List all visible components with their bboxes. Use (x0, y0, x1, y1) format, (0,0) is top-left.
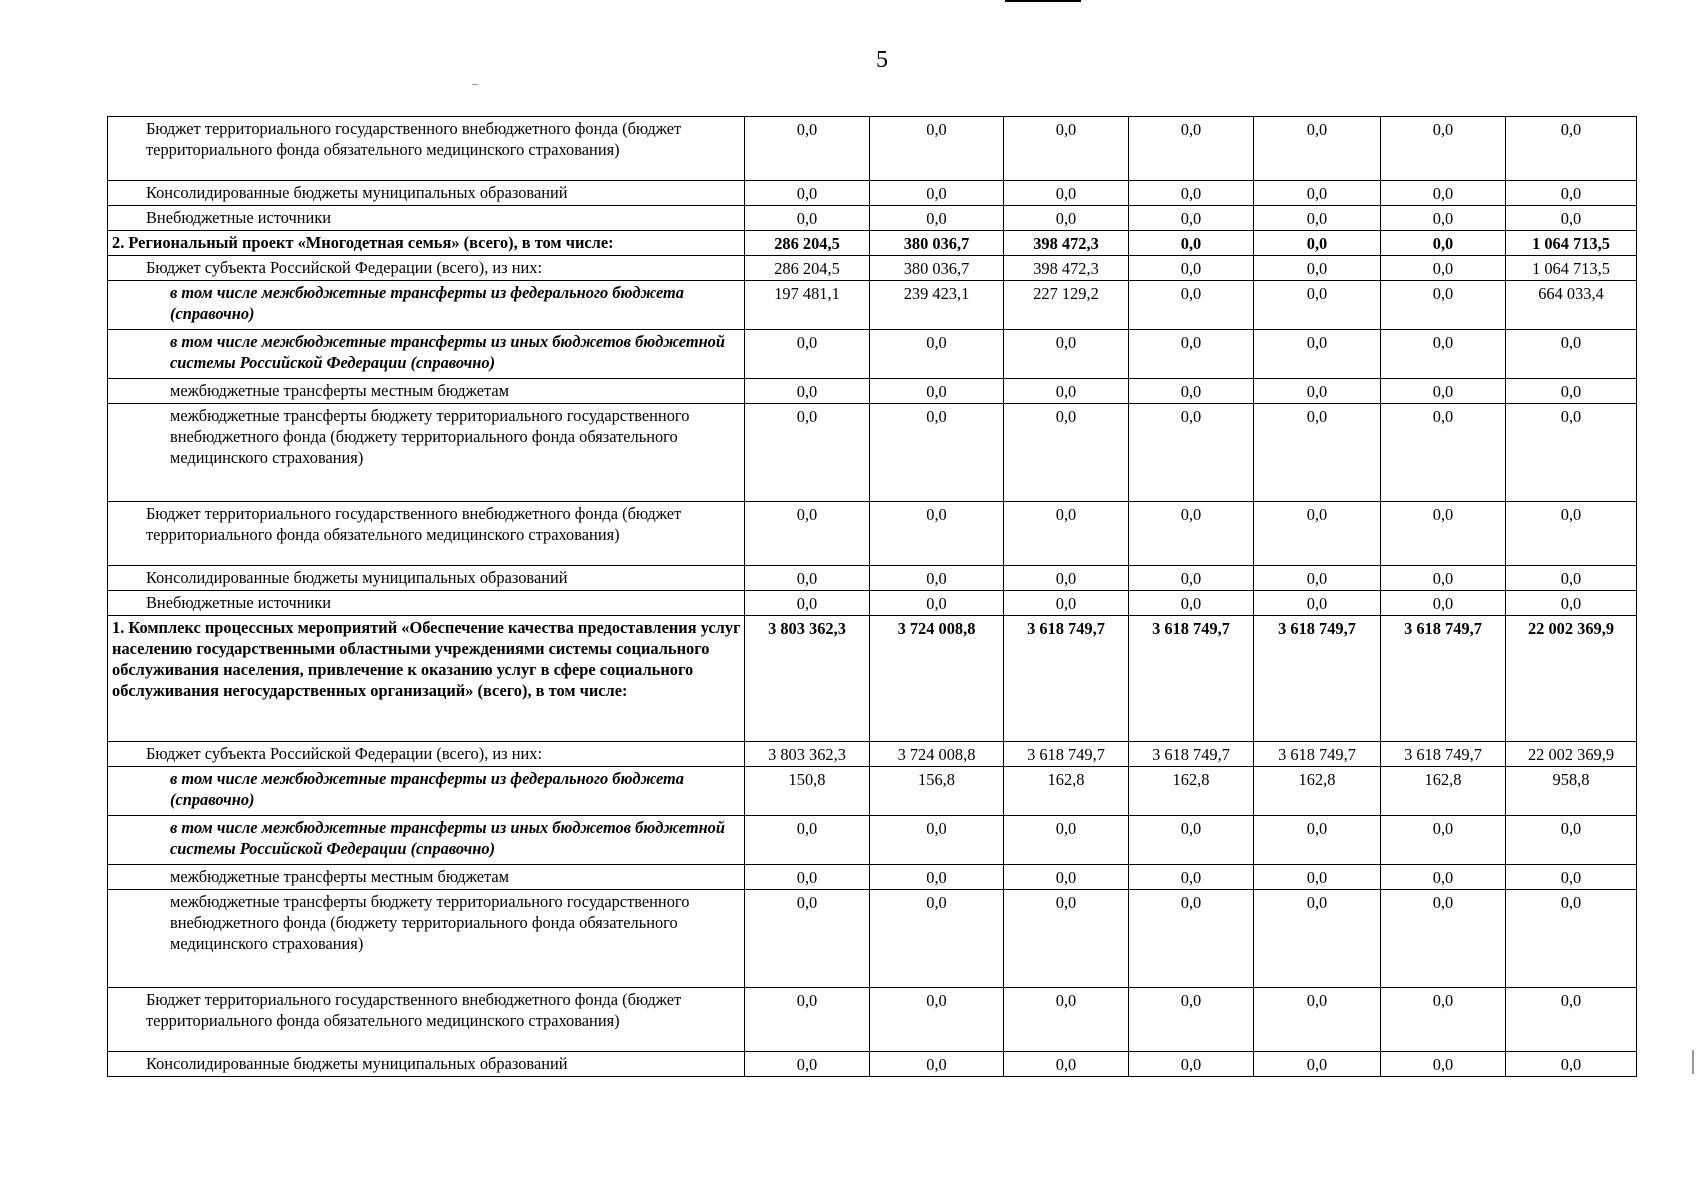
table-row (108, 890, 1637, 988)
value-cell: 0,0 (1381, 865, 1506, 890)
budget-table-body (108, 117, 1637, 1077)
value-cell: 0,0 (1381, 816, 1506, 865)
value-cell: 0,0 (1506, 404, 1637, 502)
value-cell: 0,0 (1506, 816, 1637, 865)
value-cell: 0,0 (745, 988, 870, 1052)
value-cell: 3 618 749,7 (1254, 616, 1381, 742)
value-cell: 0,0 (1004, 890, 1129, 988)
table-row (108, 1052, 1637, 1077)
value-cell: 0,0 (745, 117, 870, 181)
row-label: в том числе межбюджетные трансферты из федерального бюджета (справочно) (108, 281, 745, 330)
value-cell: 0,0 (745, 206, 870, 231)
row-label: в том числе межбюджетные трансферты из федерального бюджета (справочно) (108, 767, 745, 816)
table-row (108, 379, 1637, 404)
value-cell: 0,0 (745, 865, 870, 890)
value-cell: 0,0 (1129, 330, 1254, 379)
value-cell: 0,0 (1254, 117, 1381, 181)
row-label: Бюджет территориального государственного внебюджетного фонда (бюджет территориального фонда обязательного медицинского страхования) (108, 988, 745, 1052)
value-cell: 0,0 (1381, 206, 1506, 231)
value-cell: 0,0 (1381, 330, 1506, 379)
value-cell: 0,0 (870, 1052, 1004, 1077)
value-cell: 0,0 (1381, 117, 1506, 181)
value-cell: 0,0 (1129, 181, 1254, 206)
value-cell: 239 423,1 (870, 281, 1004, 330)
value-cell: 0,0 (870, 206, 1004, 231)
table-row (108, 566, 1637, 591)
value-cell: 0,0 (1381, 379, 1506, 404)
value-cell: 3 618 749,7 (1129, 616, 1254, 742)
value-cell: 0,0 (1506, 988, 1637, 1052)
table-row (108, 742, 1637, 767)
value-cell: 398 472,3 (1004, 256, 1129, 281)
value-cell: 0,0 (745, 1052, 870, 1077)
value-cell: 3 724 008,8 (870, 616, 1004, 742)
value-cell: 0,0 (1129, 206, 1254, 231)
value-cell: 3 803 362,3 (745, 616, 870, 742)
value-cell: 0,0 (1381, 256, 1506, 281)
table-row (108, 281, 1637, 330)
row-label: Внебюджетные источники (108, 206, 745, 231)
value-cell: 0,0 (1254, 1052, 1381, 1077)
value-cell: 0,0 (1129, 404, 1254, 502)
value-cell: 22 002 369,9 (1506, 742, 1637, 767)
value-cell: 0,0 (1254, 988, 1381, 1052)
value-cell: 0,0 (1254, 404, 1381, 502)
value-cell: 0,0 (1129, 1052, 1254, 1077)
value-cell: 162,8 (1381, 767, 1506, 816)
row-label: Бюджет субъекта Российской Федерации (всего), из них: (108, 256, 745, 281)
value-cell: 0,0 (1506, 591, 1637, 616)
value-cell: 0,0 (745, 181, 870, 206)
value-cell: 0,0 (1004, 816, 1129, 865)
value-cell: 0,0 (870, 591, 1004, 616)
table-row (108, 256, 1637, 281)
value-cell: 0,0 (1004, 988, 1129, 1052)
value-cell: 3 618 749,7 (1254, 742, 1381, 767)
value-cell: 0,0 (1004, 206, 1129, 231)
value-cell: 0,0 (1506, 206, 1637, 231)
value-cell: 0,0 (1506, 865, 1637, 890)
value-cell: 286 204,5 (745, 256, 870, 281)
value-cell: 0,0 (1129, 988, 1254, 1052)
value-cell: 0,0 (1129, 256, 1254, 281)
value-cell: 0,0 (1254, 231, 1381, 256)
row-label: Консолидированные бюджеты муниципальных образований (108, 566, 745, 591)
table-row (108, 988, 1637, 1052)
row-label: Бюджет субъекта Российской Федерации (всего), из них: (108, 742, 745, 767)
table-row (108, 330, 1637, 379)
value-cell: 3 803 362,3 (745, 742, 870, 767)
value-cell: 0,0 (1004, 181, 1129, 206)
value-cell: 0,0 (1254, 379, 1381, 404)
value-cell: 0,0 (870, 330, 1004, 379)
value-cell: 0,0 (745, 379, 870, 404)
value-cell: 150,8 (745, 767, 870, 816)
value-cell: 0,0 (1381, 890, 1506, 988)
value-cell: 0,0 (1506, 181, 1637, 206)
value-cell: 1 064 713,5 (1506, 231, 1637, 256)
row-label: Консолидированные бюджеты муниципальных образований (108, 181, 745, 206)
value-cell: 0,0 (1004, 591, 1129, 616)
value-cell: 380 036,7 (870, 231, 1004, 256)
value-cell: 0,0 (1129, 117, 1254, 181)
value-cell: 0,0 (1129, 890, 1254, 988)
table-row (108, 865, 1637, 890)
row-label: Внебюджетные источники (108, 591, 745, 616)
value-cell: 0,0 (745, 566, 870, 591)
row-label: в том числе межбюджетные трансферты из иных бюджетов бюджетной системы Российской Федерации (справочно) (108, 816, 745, 865)
value-cell: 3 618 749,7 (1381, 616, 1506, 742)
row-label: 1. Комплекс процессных мероприятий «Обеспечение качества предоставления услуг населению государственными областными учреждениями системы социального обслуживания населения, привлечение к оказанию услуг в сфере социального обслуживания негосударственных организаций» (всего), в том числе: (108, 616, 745, 742)
value-cell: 0,0 (1254, 502, 1381, 566)
value-cell: 0,0 (1254, 865, 1381, 890)
value-cell: 3 618 749,7 (1129, 742, 1254, 767)
value-cell: 0,0 (1254, 256, 1381, 281)
table-row (108, 502, 1637, 566)
value-cell: 0,0 (870, 502, 1004, 566)
row-label: Бюджет территориального государственного внебюджетного фонда (бюджет территориального фонда обязательного медицинского страхования) (108, 502, 745, 566)
value-cell: 0,0 (1129, 816, 1254, 865)
value-cell: 0,0 (1254, 566, 1381, 591)
table-row (108, 206, 1637, 231)
value-cell: 0,0 (1254, 281, 1381, 330)
row-label: межбюджетные трансферты бюджету территориального государственного внебюджетного фонда (бюджету территориального фонда обязательного медицинского страхования) (108, 404, 745, 502)
value-cell: 0,0 (1004, 865, 1129, 890)
value-cell: 958,8 (1506, 767, 1637, 816)
value-cell: 0,0 (745, 591, 870, 616)
row-label: 2. Региональный проект «Многодетная семья» (всего), в том числе: (108, 231, 745, 256)
value-cell: 0,0 (1129, 865, 1254, 890)
value-cell: 0,0 (1506, 890, 1637, 988)
value-cell: 0,0 (1129, 502, 1254, 566)
value-cell: 0,0 (1004, 330, 1129, 379)
value-cell: 0,0 (1254, 181, 1381, 206)
value-cell: 227 129,2 (1004, 281, 1129, 330)
row-label: в том числе межбюджетные трансферты из иных бюджетов бюджетной системы Российской Федерации (справочно) (108, 330, 745, 379)
value-cell: 0,0 (745, 502, 870, 566)
table-row (108, 616, 1637, 742)
value-cell: 0,0 (1254, 330, 1381, 379)
table-row (108, 117, 1637, 181)
value-cell: 0,0 (745, 330, 870, 379)
value-cell: 0,0 (870, 117, 1004, 181)
value-cell: 0,0 (1129, 566, 1254, 591)
value-cell: 0,0 (1381, 281, 1506, 330)
value-cell: 0,0 (1506, 117, 1637, 181)
budget-table (107, 116, 1637, 1077)
table-row (108, 591, 1637, 616)
value-cell: 0,0 (870, 816, 1004, 865)
value-cell: 0,0 (745, 404, 870, 502)
value-cell: 286 204,5 (745, 231, 870, 256)
value-cell: 0,0 (1129, 281, 1254, 330)
value-cell: 0,0 (1381, 502, 1506, 566)
table-row (108, 404, 1637, 502)
table-row (108, 181, 1637, 206)
row-label: Бюджет территориального государственного внебюджетного фонда (бюджет территориального фонда обязательного медицинского страхования) (108, 117, 745, 181)
value-cell: 398 472,3 (1004, 231, 1129, 256)
value-cell: 0,0 (1381, 404, 1506, 502)
value-cell: 0,0 (1254, 591, 1381, 616)
value-cell: 0,0 (1506, 1052, 1637, 1077)
row-label: межбюджетные трансферты местным бюджетам (108, 865, 745, 890)
value-cell: 0,0 (870, 566, 1004, 591)
value-cell: 0,0 (745, 890, 870, 988)
value-cell: 380 036,7 (870, 256, 1004, 281)
value-cell: 0,0 (870, 890, 1004, 988)
value-cell: 0,0 (1506, 502, 1637, 566)
value-cell: 0,0 (1381, 1052, 1506, 1077)
value-cell: 0,0 (1381, 988, 1506, 1052)
value-cell: 0,0 (1254, 206, 1381, 231)
value-cell: 156,8 (870, 767, 1004, 816)
value-cell: 3 618 749,7 (1004, 742, 1129, 767)
value-cell: 0,0 (1004, 502, 1129, 566)
value-cell: 0,0 (1004, 117, 1129, 181)
table-row (108, 816, 1637, 865)
value-cell: 0,0 (1381, 566, 1506, 591)
value-cell: 0,0 (1004, 566, 1129, 591)
table-row (108, 231, 1637, 256)
value-cell: 0,0 (1506, 330, 1637, 379)
value-cell: 0,0 (1004, 1052, 1129, 1077)
top-edge-mark (1005, 0, 1081, 2)
value-cell: 3 618 749,7 (1004, 616, 1129, 742)
value-cell: 1 064 713,5 (1506, 256, 1637, 281)
value-cell: 0,0 (870, 988, 1004, 1052)
value-cell: 0,0 (745, 816, 870, 865)
value-cell: 0,0 (1381, 231, 1506, 256)
value-cell: 0,0 (1254, 890, 1381, 988)
value-cell: 0,0 (1381, 181, 1506, 206)
row-label: межбюджетные трансферты местным бюджетам (108, 379, 745, 404)
value-cell: 0,0 (1506, 566, 1637, 591)
value-cell: 3 618 749,7 (1381, 742, 1506, 767)
value-cell: 162,8 (1254, 767, 1381, 816)
value-cell: 162,8 (1129, 767, 1254, 816)
scan-speck (1692, 1050, 1694, 1074)
value-cell: 0,0 (1381, 591, 1506, 616)
value-cell: 0,0 (870, 865, 1004, 890)
scan-speck (472, 84, 478, 85)
value-cell: 197 481,1 (745, 281, 870, 330)
value-cell: 22 002 369,9 (1506, 616, 1637, 742)
value-cell: 0,0 (870, 181, 1004, 206)
value-cell: 0,0 (1129, 379, 1254, 404)
value-cell: 0,0 (1129, 591, 1254, 616)
value-cell: 0,0 (1129, 231, 1254, 256)
table-row (108, 767, 1637, 816)
value-cell: 162,8 (1004, 767, 1129, 816)
value-cell: 0,0 (870, 379, 1004, 404)
value-cell: 0,0 (1506, 379, 1637, 404)
value-cell: 3 724 008,8 (870, 742, 1004, 767)
value-cell: 0,0 (1004, 404, 1129, 502)
page-number: 5 (876, 47, 888, 73)
value-cell: 0,0 (1254, 816, 1381, 865)
value-cell: 0,0 (870, 404, 1004, 502)
value-cell: 0,0 (1004, 379, 1129, 404)
value-cell: 664 033,4 (1506, 281, 1637, 330)
row-label: межбюджетные трансферты бюджету территориального государственного внебюджетного фонда (бюджету территориального фонда обязательного медицинского страхования) (108, 890, 745, 988)
row-label: Консолидированные бюджеты муниципальных образований (108, 1052, 745, 1077)
